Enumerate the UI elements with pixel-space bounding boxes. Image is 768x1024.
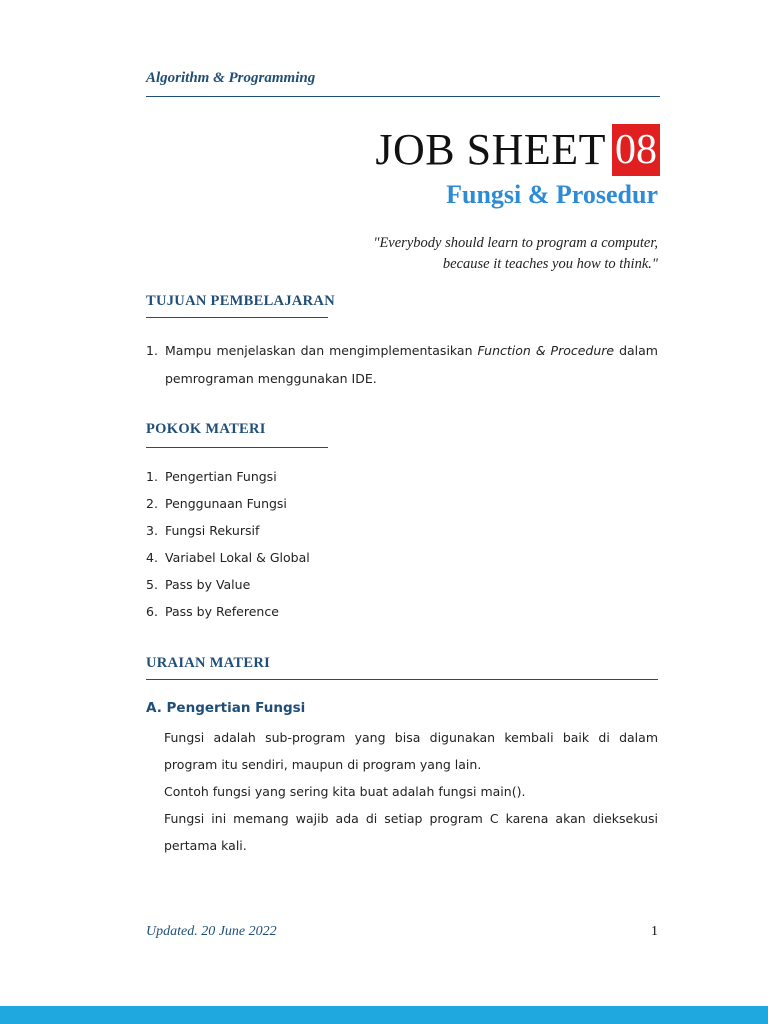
topics-list [146, 463, 310, 625]
title-text: JOB SHEET [375, 125, 606, 174]
bottom-accent-bar [0, 1006, 768, 1024]
paragraph: Fungsi adalah sub-program yang bisa digunakan kembali baik di dalam program itu sendiri, maupun di program yang lain. [164, 730, 658, 772]
quote-line-2: because it teaches you how to think." [442, 256, 658, 272]
list-item [146, 544, 310, 571]
list-item [146, 337, 658, 393]
section-heading-topics: POKOK MATERI [146, 421, 266, 437]
document-header-label: Algorithm & Programming [146, 70, 316, 86]
objectives-list [146, 337, 658, 393]
footer-updated-date: Updated. 20 June 2022 [146, 924, 277, 939]
list-item-text: Variabel Lokal & Global [165, 550, 310, 565]
text-segment-italic: Function & Procedure [477, 343, 615, 358]
list-item-text: Penggunaan Fungsi [165, 496, 287, 511]
list-item-number: 6. [146, 604, 158, 619]
list-item-number: 4. [146, 550, 158, 565]
section-underline-topics [146, 447, 328, 448]
list-item [146, 571, 310, 598]
quote-line-1: "Everybody should learn to program a computer, [373, 235, 658, 251]
list-item-number: 5. [146, 577, 158, 592]
paragraph: Fungsi ini memang wajib ada di setiap program C karena akan dieksekusi pertama kali. [164, 811, 658, 853]
paragraph: Contoh fungsi yang sering kita buat adalah fungsi main(). [164, 784, 526, 799]
header-divider [146, 96, 660, 97]
list-item [146, 517, 310, 544]
section-heading-material: URAIAN MATERI [146, 655, 271, 671]
list-item-number: 2. [146, 496, 158, 511]
section-underline-material [146, 679, 658, 680]
section-heading-objectives: TUJUAN PEMBELAJARAN [146, 293, 335, 309]
list-item-text [165, 337, 658, 393]
list-item [146, 598, 310, 625]
list-item-text: Fungsi Rekursif [165, 523, 260, 538]
list-item-text: Pengertian Fungsi [165, 469, 277, 484]
quote [373, 233, 658, 275]
page-subtitle: Fungsi & Prosedur [446, 180, 658, 209]
page-number: 1 [651, 924, 658, 939]
list-item-number: 3. [146, 523, 158, 538]
text-segment: Mampu menjelaskan dan mengimplementasikan [165, 343, 478, 358]
title-number-badge: 08 [612, 124, 660, 176]
text-segment: dalam pemrograman menggunakan IDE. [165, 343, 658, 386]
subsection-title-a: A. Pengertian Fungsi [146, 700, 306, 716]
list-item-number: 1. [146, 343, 158, 358]
list-item [146, 490, 310, 517]
page-title [375, 122, 660, 178]
list-item [146, 463, 310, 490]
section-underline-objectives [146, 317, 328, 318]
list-item-number: 1. [146, 469, 158, 484]
list-item-text: Pass by Reference [165, 604, 279, 619]
list-item-text: Pass by Value [165, 577, 251, 592]
